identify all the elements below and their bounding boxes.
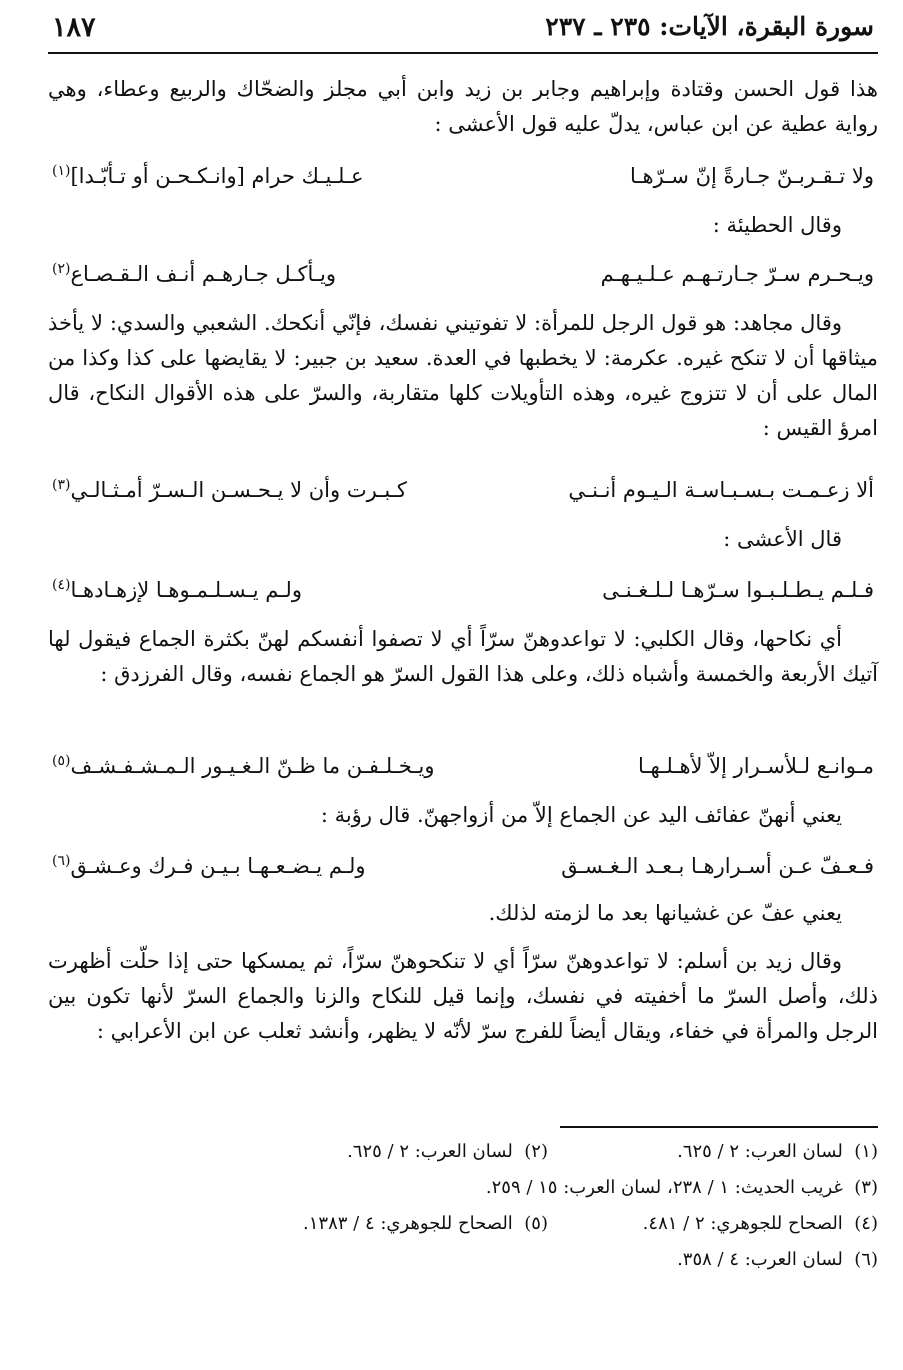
footnote-6-text: لسان العرب: ٤ / ٣٥٨. [677,1249,843,1270]
paragraph-3: وقال مجاهد: هو قول الرجل للمرأة: لا تفوتيني نفسك، فإنّي أنكحك. الشعبي والسدي: لا يأخذ ميثاقها أن لا تنكح غيره. عكرمة: لا يخطبها في العدة. سعيد بن جبير: لا يقايضها على كذا وكذا من المال على أن لا تتزوج غيره، وهذه التأويلات كلها متقاربة، والسرّ على هذه الأقوال النكاح، قال امرؤ القيس : [48,311,878,440]
footnote-5-text: الصحاح للجوهري: ٤ / ١٣٨٣. [303,1213,513,1234]
footnote-ref-5: (٥) [52,753,71,769]
footnote-1 [677,1138,878,1166]
verse-2-second-text: ويـأكـل جـارهـم أنـف الـقـصـاع [70,262,336,286]
paragraph-6: يعني أنهنّ عفائف اليد عن الجماع إلاّ من أزواجهنّ. قال رؤبة : [320,803,842,827]
book-page [48,0,878,1370]
footnote-6 [677,1246,878,1274]
footnote-5-number: (٥) [524,1213,548,1234]
verse-4 [48,572,878,608]
footnote-4 [643,1210,878,1238]
verse-1-first-hemistich: ولا تـقـربـنّ جـارةً إنّ سـرّهـا [629,164,874,188]
paragraph-8: وقال زيد بن أسلم: لا تواعدوهنّ سرّاً أي لا تنكحوهنّ سرّاً، ثم يمسكها حتى إذا حلّت أظهرت ذلك، وأصل السرّ ما أخفيته في نفسك، وإنما قيل للنكاح والزنا والجماع السرّ لأنها تكون بين الرجل والمرأة في خفاء، ويقال أيضاً للفرج سرّ لأنّه لا يظهر، وأنشد ثعلب عن ابن الأعرابي : [48,949,878,1043]
verse-3-second-hemistich [52,472,407,508]
paragraph-5: أي نكاحها، وقال الكلبي: لا تواعدوهنّ سرّاً أي لا تصفوا أنفسكم لهنّ بكثرة الجماع فيقول لها آتيك الأربعة والخمسة وأشباه ذلك، وعلى هذا القول السرّ هو الجماع نفسه، وقال الفرزدق : [48,627,878,686]
verse-6-first-hemistich: فـعـفّ عـن أسـرارهـا بـعـد الـغـسـق [561,854,874,878]
verse-6-second-text: ولـم يـضـعـهـا بـيـن فـرك وعـشـق [70,854,366,878]
verse-4-first-hemistich: فـلـم يـطـلـبـوا سـرّهـا لـلـغـنـى [602,578,874,602]
verse-2-first-hemistich: ويـحـرم سـرّ جـارتـهـم عـلـيـهـم [600,262,874,286]
verse-5-first-hemistich: مـوانـع لـلأسـرار إلاّ لأهـلـهـا [637,754,874,778]
paragraph-2: وقال الحطيئة : [712,213,842,237]
paragraph-4: قال الأعشى : [723,527,842,551]
footnote-2-number: (٢) [524,1141,548,1162]
verse-2-second-hemistich [52,256,336,292]
page-number: ١٨٧ [52,12,96,43]
verse-5-second-hemistich [52,748,435,784]
footnote-3-text: غريب الحديث: ١ / ٢٣٨، لسان العرب: ١٥ / ٢٥٩. [485,1177,843,1198]
verse-4-second-hemistich [52,572,302,608]
footnote-4-number: (٤) [854,1213,878,1234]
verse-6 [48,848,878,884]
footnote-ref-2: (٢) [52,261,71,277]
paragraph-1: هذا قول الحسن وقتادة وإبراهيم وجابر بن زيد وابن أبي مجلز والضحّاك والربيع وعطاء، وهي رواية عطية عن ابن عباس، يدلّ عليه قول الأعشى : [48,77,878,136]
verse-5 [48,748,878,784]
verse-5-second-text: ويـخـلـفـن ما ظـنّ الـغـيـور الـمـشـفـشـف [70,754,435,778]
verse-3-second-text: كـبـرت وأن لا يـحـسـن الـسـرّ أمـثـالـي [70,478,407,502]
footnote-2 [347,1138,548,1166]
footnote-ref-6: (٦) [52,853,71,869]
footnote-2-text: لسان العرب: ٢ / ٦٢٥. [347,1141,513,1162]
page-header [48,8,878,48]
verse-1-second-text: عـلـيـك حرام [وانـكـحـن أو تـأبّـدا] [70,164,364,188]
verse-6-second-hemistich [52,848,366,884]
verse-3-first-hemistich: ألا زعـمـت بـسـبـاسـة الـيـوم أنـنـي [568,478,874,502]
footnote-1-text: لسان العرب: ٢ / ٦٢٥. [677,1141,843,1162]
footnote-5 [303,1210,548,1238]
paragraph-7: يعني عفّ عن غشيانها بعد ما لزمته لذلك. [488,901,842,925]
footnote-1-number: (١) [854,1141,878,1162]
running-title: سورة البقرة، الآيات: ٢٣٥ ـ ٢٣٧ [545,12,874,41]
header-rule [48,52,878,54]
footnote-ref-3: (٣) [52,477,71,493]
verse-2 [48,256,878,292]
footnote-rule [560,1126,878,1128]
footnote-3-number: (٣) [854,1177,878,1198]
verse-3 [48,472,878,508]
footnote-ref-1: (١) [52,163,71,179]
footnote-4-text: الصحاح للجوهري: ٢ / ٤٨١. [642,1213,843,1234]
verse-1 [48,158,878,194]
footnote-6-number: (٦) [854,1249,878,1270]
verse-4-second-text: ولـم يـسـلـمـوهـا لإزهـادهـا [70,578,302,602]
footnote-3 [486,1174,878,1202]
footnote-ref-4: (٤) [52,577,71,593]
verse-1-second-hemistich [52,158,364,194]
